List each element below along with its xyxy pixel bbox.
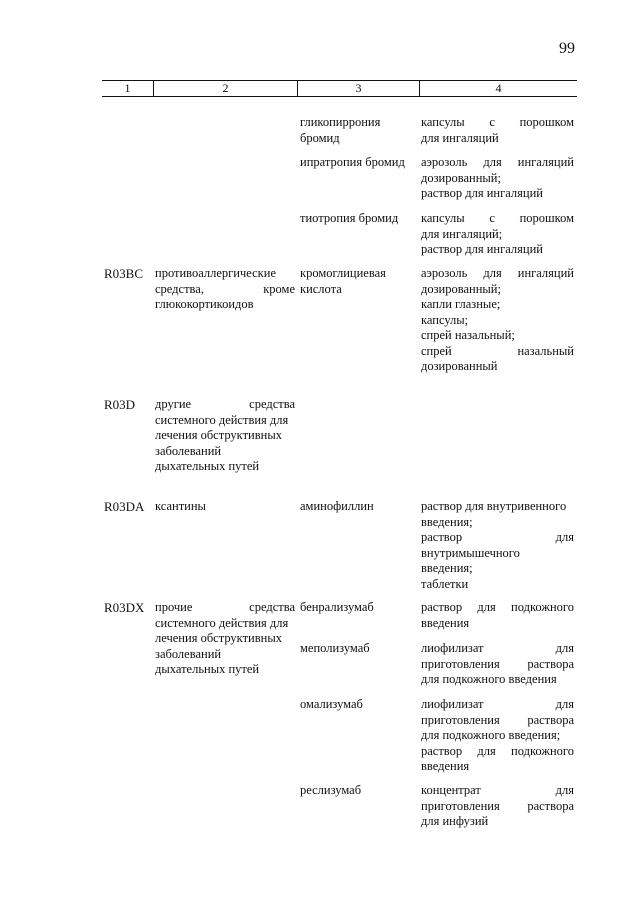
dosage-forms: аэрозоль для ингаляций дозированный; раствор для ингаляций bbox=[421, 155, 574, 200]
drug-name: реслизумаб bbox=[300, 783, 362, 797]
drug-name: тиотропия бромид bbox=[300, 211, 399, 225]
dosage-forms: лиофилизат для приготовления раствора для подкожного введения; раствор для подкожного введения bbox=[421, 697, 574, 773]
drug-name: ипратропия бромид bbox=[300, 155, 405, 169]
dosage-forms: аэрозоль для ингаляций дозированный; капли глазные; капсулы; спрей назальный; спрей назальный дозированный bbox=[421, 266, 574, 373]
drug-name: омализумаб bbox=[300, 697, 363, 711]
table-header bbox=[102, 80, 577, 97]
header-col-1: 1 bbox=[124, 81, 131, 95]
header-col-3: 3 bbox=[355, 81, 362, 95]
atc-code: R03DX bbox=[104, 600, 145, 615]
atc-code: R03D bbox=[104, 397, 136, 412]
drug-name: аминофиллин bbox=[300, 499, 374, 513]
page-number: 99 bbox=[559, 40, 575, 57]
dosage-forms: раствор для подкожного введения bbox=[421, 600, 574, 630]
group-name: ксантины bbox=[155, 499, 206, 513]
dosage-forms: лиофилизат для приготовления раствора для подкожного введения bbox=[421, 641, 574, 686]
dosage-forms: капсулы с порошком для ингаляций; раствор для ингаляций bbox=[421, 211, 574, 256]
drug-name: гликопиррония бромид bbox=[300, 115, 381, 145]
group-name: прочие средства системного действия для лечения обструктивных заболеваний дыхательных путей bbox=[155, 600, 295, 676]
dosage-forms: капсулы с порошком для ингаляций bbox=[421, 115, 574, 145]
header-col-2: 2 bbox=[222, 81, 229, 95]
drug-name: меполизумаб bbox=[300, 641, 370, 655]
atc-code: R03BC bbox=[104, 266, 144, 281]
drug-name: бенрализумаб bbox=[300, 600, 374, 614]
atc-code: R03DA bbox=[104, 499, 145, 514]
group-name: другие средства системного действия для лечения обструктивных заболеваний дыхательных путей bbox=[155, 397, 295, 473]
group-name: противоаллергические средства, кроме глюкокортикоидов bbox=[155, 266, 295, 311]
drug-name: кромоглициевая кислота bbox=[300, 266, 386, 296]
dosage-forms: концентрат для приготовления раствора для инфузий bbox=[421, 783, 574, 828]
dosage-forms: раствор для внутривенного введения; раствор для внутримышечного введения; таблетки bbox=[421, 499, 574, 591]
header-col-4: 4 bbox=[495, 81, 502, 95]
